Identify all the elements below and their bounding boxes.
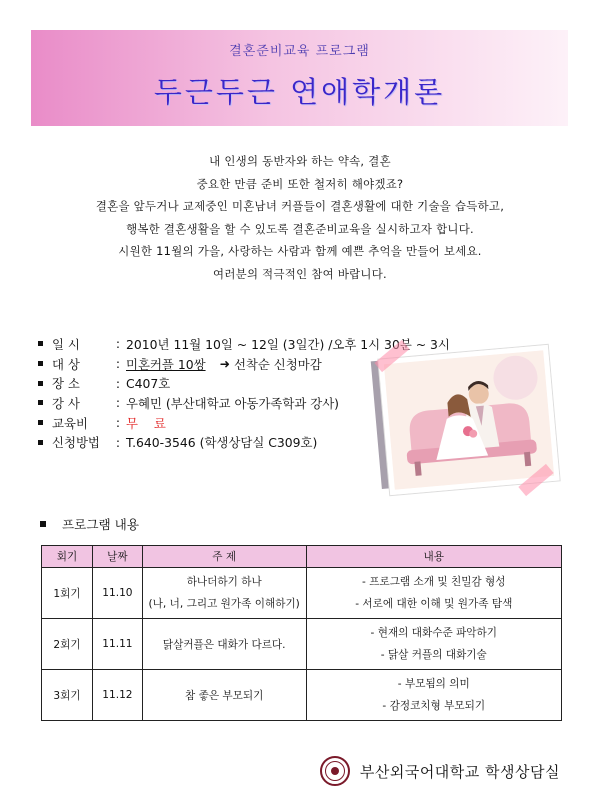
content-cell: - 프로그램 소개 및 친밀감 형성 - 서로에 대한 이해 및 원가족 탐색 — [306, 568, 561, 619]
bullet-icon — [38, 420, 43, 425]
wedding-couple-icon — [384, 350, 554, 489]
date-label: 일 시 — [52, 336, 80, 352]
target-value: 미혼커플 10쌍 — [126, 356, 206, 372]
intro-line: 여러분의 적극적인 참여 바랍니다. — [213, 266, 387, 281]
header-content: 내용 — [306, 546, 561, 568]
info-place: 장 소 : C407호 — [36, 373, 466, 393]
info-date: 일 시 : 2010년 11월 10일 ~ 12일 (3일간) /오후 1시 30분 ~ 3시 — [36, 334, 466, 354]
header-date: 날짜 — [92, 546, 142, 568]
bullet-icon — [38, 341, 43, 346]
intro-line: 행복한 결혼생활을 할 수 있도록 결혼준비교육을 실시하고자 합니다. — [126, 221, 474, 236]
bullet-icon — [40, 521, 46, 527]
intro-line: 시원한 11월의 가을, 사랑하는 사람과 함께 예쁜 추억을 만들어 보세요. — [118, 244, 482, 259]
topic-cell: 참 좋은 부모되기 — [142, 670, 306, 721]
place-label: 장 소 — [52, 376, 80, 392]
date-cell: 11.12 — [92, 670, 142, 721]
bullet-icon — [38, 361, 43, 366]
bullet-icon — [38, 381, 43, 386]
intro-line: 내 인생의 동반자와 하는 약속, 결혼 — [209, 154, 391, 168]
instructor-value: 우혜민 (부산대학교 아동가족학과 강사) — [126, 395, 339, 411]
program-title: 두근두근 연애학개론 — [153, 75, 446, 109]
header-session: 회기 — [42, 546, 93, 568]
place-value: C407호 — [126, 376, 171, 392]
date-cell: 11.11 — [92, 619, 142, 670]
header-topic: 주 제 — [142, 546, 306, 568]
fee-value: 무 료 — [126, 415, 172, 431]
info-target: 대 상 : 미혼커플 10쌍 ➜ 선착순 신청마감 — [36, 354, 466, 374]
bullet-icon — [38, 440, 43, 445]
table-row — [42, 670, 562, 721]
apply-value: T.640-3546 (학생상담실 C309호) — [126, 435, 318, 451]
wedding-couple-photo — [378, 345, 559, 495]
organization-name: 부산외국어대학교 학생상담실 — [359, 762, 560, 781]
program-table — [41, 545, 562, 721]
apply-label: 신청방법 — [52, 435, 100, 451]
target-label: 대 상 — [52, 356, 80, 372]
fee-label: 교육비 — [52, 415, 88, 431]
topic-cell: 닭살커플은 대화가 다르다. — [142, 619, 306, 670]
session-cell: 3회기 — [42, 670, 93, 721]
program-subtitle: 결혼준비교육 프로그램 — [229, 44, 370, 59]
content-cell: - 부모됨의 의미 - 감정코치형 부모되기 — [306, 670, 561, 721]
bullet-icon — [38, 400, 43, 405]
table-row — [42, 619, 562, 670]
intro-text — [40, 150, 560, 286]
date-value: 2010년 11월 10일 ~ 12일 (3일간) /오후 1시 30분 ~ 3시 — [126, 336, 450, 352]
session-cell: 2회기 — [42, 619, 93, 670]
date-cell: 11.10 — [92, 568, 142, 619]
footer — [320, 756, 560, 786]
wedding-photo — [366, 344, 556, 494]
table-row — [42, 568, 562, 619]
target-note: 선착순 신청마감 — [233, 356, 322, 372]
session-cell: 1회기 — [42, 568, 93, 619]
instructor-label: 강 사 — [52, 395, 80, 411]
program-section-title: 프로그램 내용 — [40, 514, 139, 533]
university-seal-icon — [320, 756, 350, 786]
header-banner — [31, 30, 568, 126]
info-instructor: 강 사 : 우혜민 (부산대학교 아동가족학과 강사) — [36, 393, 466, 413]
topic-cell: 하나더하기 하나 (나, 너, 그리고 원가족 이해하기) — [142, 568, 306, 619]
info-apply: 신청방법 : T.640-3546 (학생상담실 C309호) — [36, 432, 466, 452]
table-header-row — [42, 546, 562, 568]
arrow-right-icon: ➜ — [219, 356, 230, 372]
intro-line: 중요한 만큼 준비 또한 철저히 해야겠죠? — [196, 176, 404, 191]
intro-line: 결혼을 앞두거나 교제중인 미혼남녀 커플들이 결혼생활에 대한 기술을 습득하고, — [95, 199, 505, 214]
content-cell: - 현재의 대화수준 파악하기 - 닭살 커플의 대화기술 — [306, 619, 561, 670]
info-fee: 교육비 : 무 료 — [36, 413, 466, 433]
